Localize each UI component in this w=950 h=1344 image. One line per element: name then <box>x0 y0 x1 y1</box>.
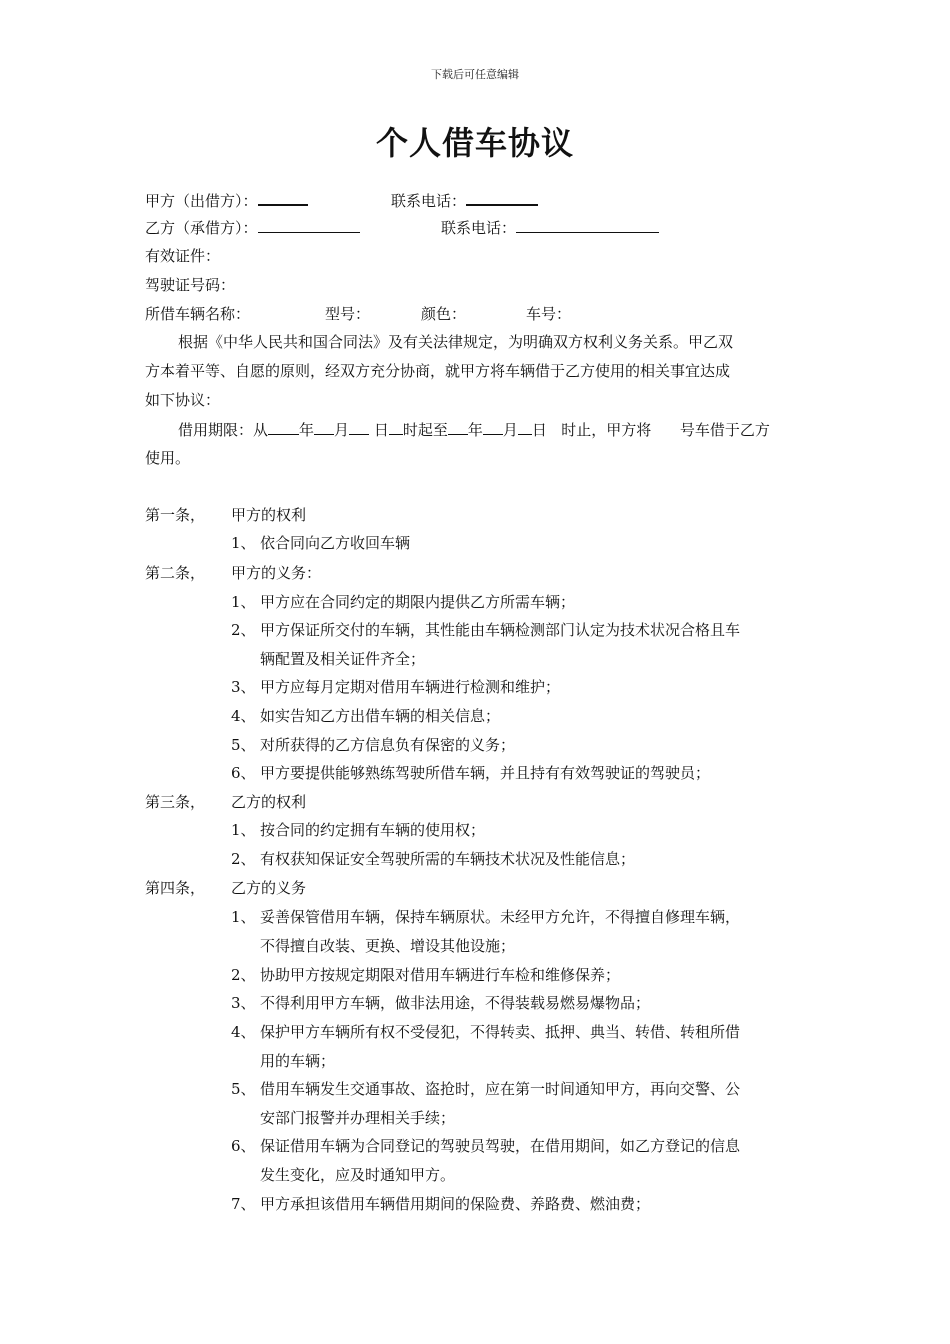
vehicle-model-label: 型号： <box>325 305 371 323</box>
article-title: 甲方的权利 <box>231 506 307 524</box>
article-item-text: 依合同向乙方收回车辆 <box>260 534 411 552</box>
article-item-text: 保护甲方车辆所有权不受侵犯，不得转卖、抵押、典当、转借、转租所借 <box>260 1023 741 1041</box>
party-b-blank[interactable] <box>258 217 360 233</box>
term-to-label: 时起至 <box>402 421 448 439</box>
article-item-number: 2、 <box>231 621 256 639</box>
article-item-number: 1、 <box>231 908 256 926</box>
article-item-text: 甲方承担该借用车辆借用期间的保险费、养路费、燃油费； <box>260 1195 651 1213</box>
party-a-blank[interactable] <box>258 189 308 206</box>
article-item-text: 协助甲方按规定期限对借用车辆进行车检和维修保养； <box>260 966 621 984</box>
vehicle-color-label: 颜色： <box>421 305 467 323</box>
article-item-number: 3、 <box>231 994 256 1012</box>
vehicle-name-label: 所借车辆名称： <box>145 305 251 323</box>
article-item-number: 5、 <box>231 1080 256 1098</box>
term-from-year-blank[interactable] <box>268 419 299 435</box>
article-item-number: 7、 <box>231 1195 256 1213</box>
article-item-number: 1、 <box>231 821 256 839</box>
term-from-hour-blank[interactable] <box>389 419 403 435</box>
article-item-number: 1、 <box>231 534 256 552</box>
term-year-label: 年 <box>299 421 315 439</box>
article-item-number: 2、 <box>231 966 256 984</box>
term-day-label: 日 <box>373 421 389 439</box>
party-a-line <box>145 189 308 211</box>
party-a-phone-blank[interactable] <box>466 189 538 206</box>
article-item-text: 发生变化，应及时通知甲方。 <box>260 1166 456 1184</box>
article-item-text: 甲方应每月定期对借用车辆进行检测和维护； <box>260 678 561 696</box>
article-number: 第三条， <box>145 793 206 811</box>
preamble-line-1: 根据《中华人民共和国合同法》及有关法律规定，为明确双方权利义务关系。甲乙双 <box>178 333 734 351</box>
article-title: 乙方的权利 <box>231 793 307 811</box>
party-b-label: 乙方（承借方）： <box>145 219 258 237</box>
term-to-day-blank[interactable] <box>518 419 532 435</box>
party-a-phone-line <box>391 189 538 211</box>
term-day-label-2: 日 <box>531 421 547 439</box>
preamble-line-2: 方本着平等、自愿的原则，经双方充分协商，就甲方将车辆借于乙方使用的相关事宜达成 <box>145 362 731 380</box>
article-item-number: 4、 <box>231 707 256 725</box>
party-b-line <box>145 217 360 238</box>
term-month-label-2: 月 <box>502 421 518 439</box>
article-number: 第四条， <box>145 879 206 897</box>
article-item-number: 4、 <box>231 1023 256 1041</box>
document-title: 个人借车协议 <box>375 124 574 162</box>
article-item-text: 甲方要提供能够熟练驾驶所借车辆，并且持有有效驾驶证的驾驶员； <box>260 764 711 782</box>
article-item-number: 5、 <box>231 736 256 754</box>
party-b-phone-line <box>441 217 659 238</box>
article-item-text: 安部门报警并办理相关手续； <box>260 1109 456 1127</box>
term-line <box>178 419 770 440</box>
article-item-text: 如实告知乙方出借车辆的相关信息； <box>260 707 501 725</box>
article-item-number: 6、 <box>231 764 256 782</box>
article-item-text: 用的车辆； <box>260 1052 336 1070</box>
term-from-day-blank[interactable] <box>349 419 369 435</box>
header-note: 下载后可任意编辑 <box>431 68 519 81</box>
article-item-text: 借用车辆发生交通事故、盗抢时，应在第一时间通知甲方，再向交警、公 <box>260 1080 741 1098</box>
article-item-number: 1、 <box>231 593 256 611</box>
article-item-number: 2、 <box>231 850 256 868</box>
term-until-label: 时止，甲方将 <box>561 421 652 439</box>
article-number: 第一条， <box>145 506 206 524</box>
article-item-text: 对所获得的乙方信息负有保密的义务； <box>260 736 516 754</box>
article-number: 第二条， <box>145 564 206 582</box>
article-item-text: 有权获知保证安全驾驶所需的车辆技术状况及性能信息； <box>260 850 636 868</box>
article-item-number: 6、 <box>231 1137 256 1155</box>
article-item-text: 不得利用甲方车辆，做非法用途，不得装载易燃易爆物品； <box>260 994 651 1012</box>
valid-id-label: 有效证件： <box>145 247 221 265</box>
term-to-year-blank[interactable] <box>448 419 468 435</box>
term-to-month-blank[interactable] <box>483 419 503 435</box>
article-item-text: 不得擅自改装、更换、增设其他设施； <box>260 937 516 955</box>
party-a-phone-label: 联系电话： <box>391 192 467 210</box>
article-item-text: 保证借用车辆为合同登记的驾驶员驾驶，在借用期间，如乙方登记的信息 <box>260 1137 741 1155</box>
term-from-label: 借用期限：从 <box>178 421 269 439</box>
party-b-phone-label: 联系电话： <box>441 219 517 237</box>
vehicle-plate-label: 车号： <box>526 305 572 323</box>
article-title: 乙方的义务 <box>231 879 307 897</box>
article-item-text: 甲方应在合同约定的期限内提供乙方所需车辆； <box>260 593 576 611</box>
article-title: 甲方的义务： <box>231 564 322 582</box>
preamble-line-3: 如下协议： <box>145 391 221 409</box>
article-item-number: 3、 <box>231 678 256 696</box>
article-item-text: 甲方保证所交付的车辆，其性能由车辆检测部门认定为技术状况合格且车 <box>260 621 741 639</box>
term-car-label: 号车借于乙方 <box>679 421 770 439</box>
term-line-2: 使用。 <box>145 449 191 467</box>
article-item-text: 按合同的约定拥有车辆的使用权； <box>260 821 486 839</box>
article-item-text: 辆配置及相关证件齐全； <box>260 650 426 668</box>
party-a-label: 甲方（出借方）： <box>145 192 258 210</box>
article-item-text: 妥善保管借用车辆，保持车辆原状。未经甲方允许，不得擅自修理车辆， <box>260 908 741 926</box>
license-label: 驾驶证号码： <box>145 276 236 294</box>
party-b-phone-blank[interactable] <box>516 217 659 233</box>
term-from-month-blank[interactable] <box>314 419 334 435</box>
term-year-label-2: 年 <box>467 421 483 439</box>
term-month-label: 月 <box>334 421 350 439</box>
